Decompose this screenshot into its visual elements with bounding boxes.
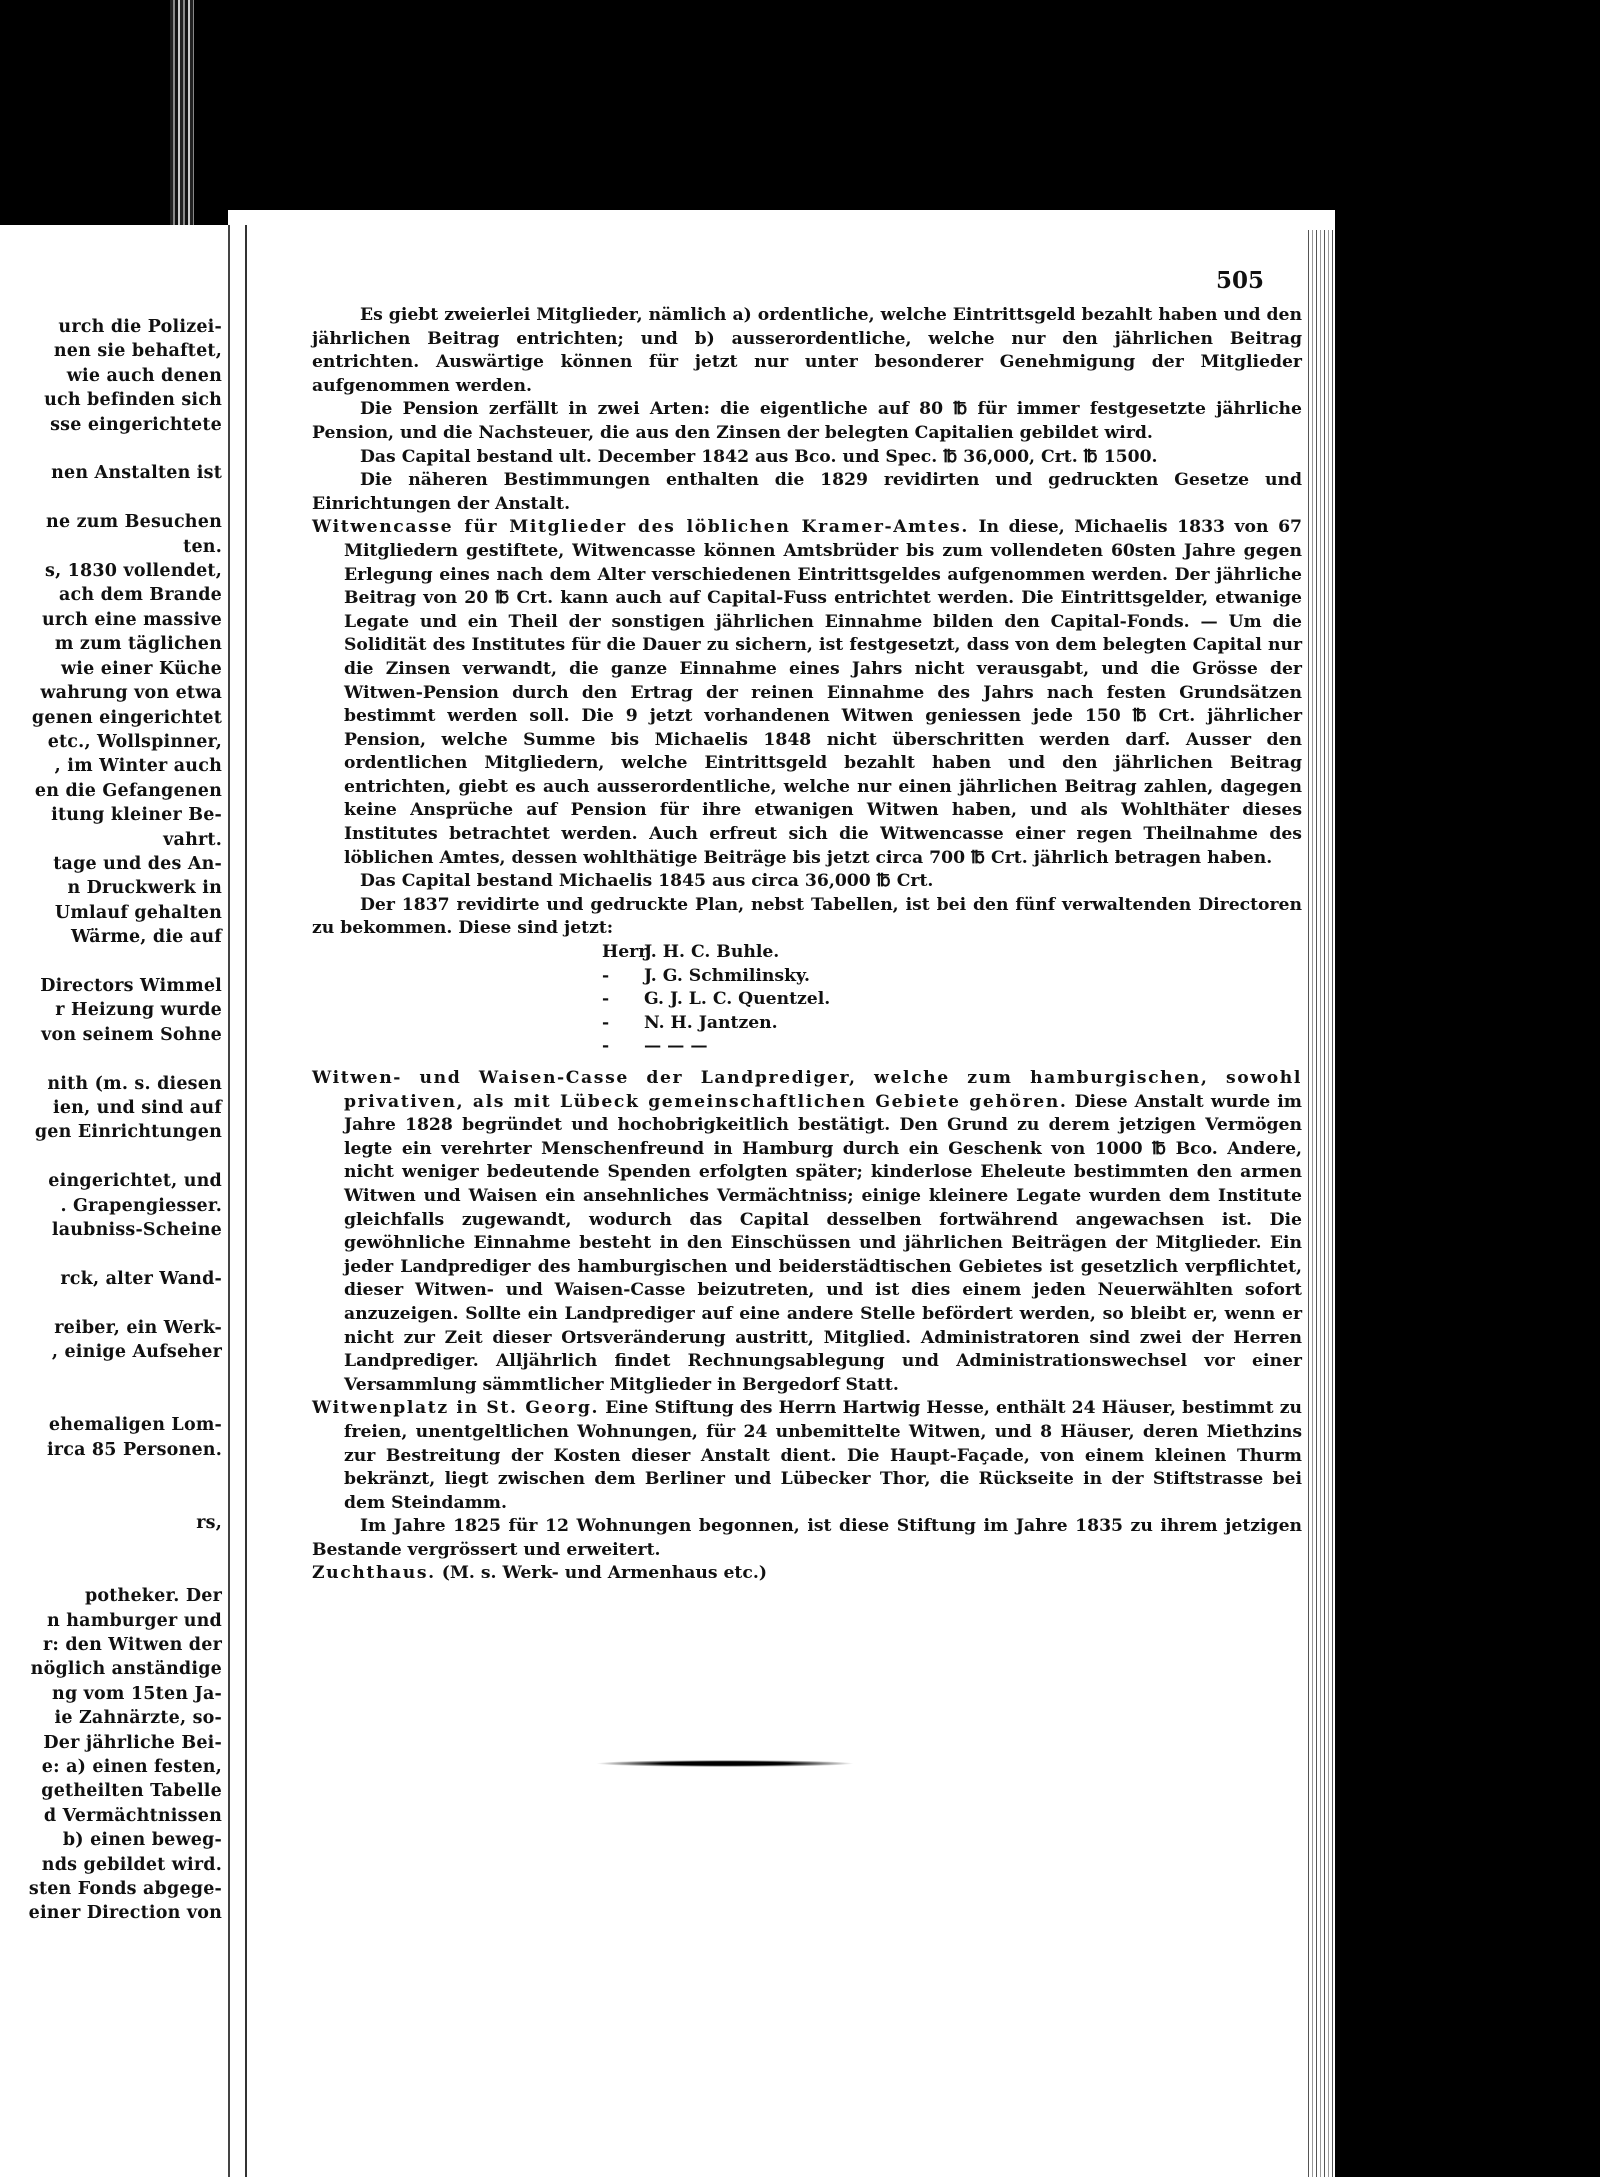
director-prefix: - [602,1036,610,1057]
fragment-line: eingerichtet, und [48,1171,222,1192]
fragment-line: urch eine massive [41,609,222,630]
paragraph: Die Pension zerfällt in zwei Arten: die eigentliche auf 80 ℔ für immer festgesetzte jährliche Pension, und die Nachsteuer, die aus den Zinsen der belegten Capitalien gebildet wird. [312,399,1302,443]
directors-list [602,941,1302,1059]
fragment-line: genen eingerichtet [31,707,222,728]
fragment-line: rck, alter Wand- [60,1268,222,1289]
fragment-line [0,1364,222,1388]
fragment-line: , im Winter auch [54,756,222,777]
fragment-line: ie Zahnärzte, so- [54,1708,222,1729]
fragment-line: n hamburger und [47,1610,222,1631]
fragment-line: Directors Wimmel [40,975,222,996]
paragraph: Es giebt zweierlei Mitglieder, nämlich a) ordentliche, welche Eintrittsgeld bezahlt haben und den jährlichen Beitrag entrichten; und b) ausserordentliche, welche nur den jährlichen Beitrag entrichten. Auswärtige können für jetzt nur unter besonderer Genehmigung der Mitglieder aufgenommen werden. [312,305,1302,396]
director-prefix: - [602,989,610,1010]
fragment-line [0,1047,222,1071]
director-name: N. H. Jantzen. [643,1012,778,1033]
fragment-line: ehemaligen Lom- [48,1415,222,1436]
fragment-line [0,1487,222,1511]
entry-body: In diese, Michaelis 1833 von 67 Mitgliedern gestiftete, Witwencasse können Amtsbrüder bis zum vollendeten 60sten Jahre gegen Erlegung eines nach dem Alter verschiedenen Eintrittsgeldes aufgenommen werden. Der jährliche Beitrag von 20 ℔ Crt. kann auch auf Capital-Fuss entrichtet werden. Die Eintrittsgelder, etwanige Legate und ein Theil der sonstigen jährlichen Einnahme bilden den Capital-Fonds. — Um die Solidität des Institutes für die Dauer zu sichern, ist festgesetzt, dass von dem belegten Capital nur die Zinsen verwandt, die ganze Einnahme eines Jahrs nicht verausgabt, und die Grösse der Witwen-Pension durch den Ertrag der reinen Einnahme des Jahrs nach festen Grundsätzen bestimmt werden soll. Die 9 jetzt vorhandenen Witwen geniessen jede 150 ℔ Crt. jährlicher Pension, welche Summe bis Michaelis 1848 nicht überschritten werden darf. Ausser den ordentlichen Mitgliedern, welche Eintrittsgeld bezahlt haben und den jährlichen Beitrag entrichten, giebt es auch ausserordentliche, welche nur einen jährlichen Beitrag zahlen, dagegen keine Ansprüche auf Pension für ihre etwanigen Witwen haben, und als Wohlthäter dieses Institutes betrachtet werden. Auch erfreut sich die Witwencasse einer regen Theilnahme des löblichen Amtes, dessen wohlthätige Beiträge bis jetzt circa 700 ℔ Crt. jährlich betragen haben. [344,517,1302,868]
entry-body: (M. s. Werk- und Armenhaus etc.) [441,1563,767,1584]
fragment-line: , einige Aufseher [51,1342,222,1363]
page-number: 505 [1215,267,1264,294]
fragment-line: Umlauf gehalten [54,902,222,923]
director-prefix: Herr [602,942,648,963]
director-row [602,1012,1302,1036]
fragment-line: wie einer Küche [61,658,222,679]
fragment-line [0,486,222,510]
entry-kramer-amt [312,516,1302,870]
director-prefix: - [602,965,610,986]
fragment-line [0,1389,222,1413]
fragment-line: uch befinden sich [44,390,222,411]
fragment-line: gen Einrichtungen [34,1122,222,1143]
director-name: G. J. L. C. Quentzel. [643,989,831,1010]
entry-body: Eine Stiftung des Herrn Hartwig Hesse, enthält 24 Häuser, bestimmt zu freien, unentgeltlichen Wohnungen, für 24 unbemittelte Witwen, und 8 Häuser, deren Miethzins zur Bestreitung der Kosten dieser Anstalt dient. Die Haupt-Façade, von einem kleinen Thurm bekränzt, liegt zwischen dem Berliner und Lübecker Thor, die Rückseite in der Stiftstrasse bei dem Steindamm. [344,1398,1303,1513]
fragment-line: vahrt. [163,829,222,850]
director-row [602,965,1302,989]
fragment-line: e: a) einen festen, [41,1756,222,1777]
previous-page-text [0,315,222,1926]
paragraph: Der 1837 revidirte und gedruckte Plan, nebst Tabellen, ist bei den fünf verwaltenden Directoren zu bekommen. Diese sind jetzt: [312,894,1302,939]
fragment-line: nen Anstalten ist [51,463,222,484]
fragment-line: n Druckwerk in [67,878,222,899]
fragment-line: r Heizung wurde [55,1000,222,1021]
director-row [602,1035,1302,1059]
entry-title: Witwenplatz in St. Georg. [312,1398,600,1419]
fragment-line: urch die Polizei- [58,317,222,337]
fragment-line: von seinem Sohne [41,1024,222,1045]
fragment-line [0,1242,222,1266]
fragment-line: m zum täglichen [54,634,222,655]
page-edges [1305,230,1335,2177]
fragment-line: wie auch denen [66,365,222,386]
page-body [312,304,1302,1586]
director-row [602,988,1302,1012]
fragment-line: en die Gefangenen [34,780,222,801]
fragment-line: ten. [183,536,222,557]
fragment-line: . Grapengiesser. [60,1195,222,1216]
fragment-line: reiber, ein Werk- [54,1317,222,1338]
fragment-line [0,1462,222,1486]
director-name: — — — [643,1036,708,1057]
director-name: J. G. Schmilinsky. [643,965,811,986]
fragment-line [0,1535,222,1559]
fragment-line [0,1291,222,1315]
entry-title: Zuchthaus. [312,1563,436,1584]
paragraph: Die näheren Bestimmungen enthalten die 1829 revidirten und gedruckten Gesetze und Einrichtungen der Anstalt. [312,470,1302,514]
fragment-line [0,1145,222,1169]
entry-body: Diese Anstalt wurde im Jahre 1828 begründet und hochobrigkeitlich bestätigt. Den Grund zu derem jetzigen Vermögen legte ein verehrter Menschenfreund in Hamburg durch ein Geschenk von 1000 ℔ Bco. Andere, nicht weniger bedeutende Spenden erfolgten später; kinderlose Eheleute bestimmten den armen Witwen und Waisen ein ansehnliches Vermächtniss; einige kleinere Legate wurden dem Institute gleichfalls zugewandt, wodurch das Capital desselben fortwährend angewachsen ist. Die gewöhnliche Einnahme besteht in den Einschüssen und jährlichen Beiträgen der Mitglieder. Ein jeder Landprediger des hamburgischen und beiderstädtischen Gebietes ist gesetzlich verpflichtet, dieser Witwen- und Waisen-Casse beizutreten, und ist dies einem jeden Neuerwählten sofort anzuzeigen. Sollte ein Landprediger auf eine andere Stelle befördert werden, so bleibt er, wenn er nicht zur Zeit dieser Ortsveränderung austritt, Mitglied. Administratoren sind zwei der Herren Landprediger. Alljährlich findet Rechnungsablegung und Administrationswechsel vor einer Versammlung sämmtlicher Mitglieder in Bergedorf Statt. [344,1091,1302,1395]
fragment-line: d Vermächtnissen [43,1805,222,1826]
fragment-line: laubniss-Scheine [51,1220,222,1241]
fragment-line: itung kleiner Be- [51,805,222,826]
fragment-line: etc., Wollspinner, [47,731,222,752]
entry-landprediger [312,1067,1302,1397]
fragment-line: getheilten Tabelle [41,1781,222,1802]
entry-zuchthaus [312,1562,1302,1586]
fragment-line: nds gebildet wird. [41,1854,222,1875]
fragment-line: tage und des An- [53,853,222,874]
entry-title: Witwen- und Waisen-Casse der Landprediger, welche zum hamburgischen, sowohl privativen, als mit Lübeck gemeinschaftlichen Gebiete gehören. [312,1068,1302,1112]
page [245,225,1312,2177]
fragment-line: ng vom 15ten Ja- [52,1683,222,1704]
fragment-line [0,950,222,974]
fragment-line: r: den Witwen der [42,1634,222,1655]
fragment-line: wahrung von etwa [40,683,222,704]
fragment-line [0,1560,222,1584]
fragment-line: sse eingerichtete [50,414,222,435]
fragment-line: sten Fonds abgege- [28,1879,222,1899]
fragment-line: ne zum Besuchen [46,512,222,533]
fragment-line: nöglich anständige [30,1659,222,1680]
director-prefix: - [602,1012,610,1033]
fragment-line: nith (m. s. diesen [47,1073,222,1094]
paragraph: Das Capital bestand ult. December 1842 aus Bco. und Spec. ℔ 36,000, Crt. ℔ 1500. [360,446,1158,467]
fragment-line: rs, [196,1512,222,1533]
fragment-line: b) einen beweg- [62,1830,222,1851]
previous-page-fragment [0,225,230,2177]
scan-border-right [1335,0,1600,2177]
entry-witwenplatz [312,1397,1302,1515]
fragment-line: potheker. Der [84,1586,222,1607]
fragment-line: ach dem Brande [58,585,222,606]
fragment-line [0,437,222,461]
fragment-line: irca 85 Personen. [46,1439,222,1460]
entry-title: Witwencasse für Mitglieder des löblichen Kramer-Amtes. [312,517,969,538]
fragment-line: Der jährliche Bei- [43,1732,222,1753]
fragment-line: nen sie behaftet, [53,341,222,362]
end-rule [595,1760,855,1767]
fragment-line: ien, und sind auf [52,1098,222,1118]
director-row [602,941,1302,965]
fragment-line: s, 1830 vollendet, [45,561,222,582]
paragraph: Das Capital bestand Michaelis 1845 aus circa 36,000 ℔ Crt. [360,871,934,892]
director-name: J. H. C. Buhle. [643,942,780,963]
paragraph: Im Jahre 1825 für 12 Wohnungen begonnen, ist diese Stiftung im Jahre 1835 zu ihrem jetzigen Bestande vergrössert und erweitert. [312,1516,1302,1560]
fragment-line: Wärme, die auf [70,927,222,948]
fragment-line: einer Direction von [28,1903,222,1924]
